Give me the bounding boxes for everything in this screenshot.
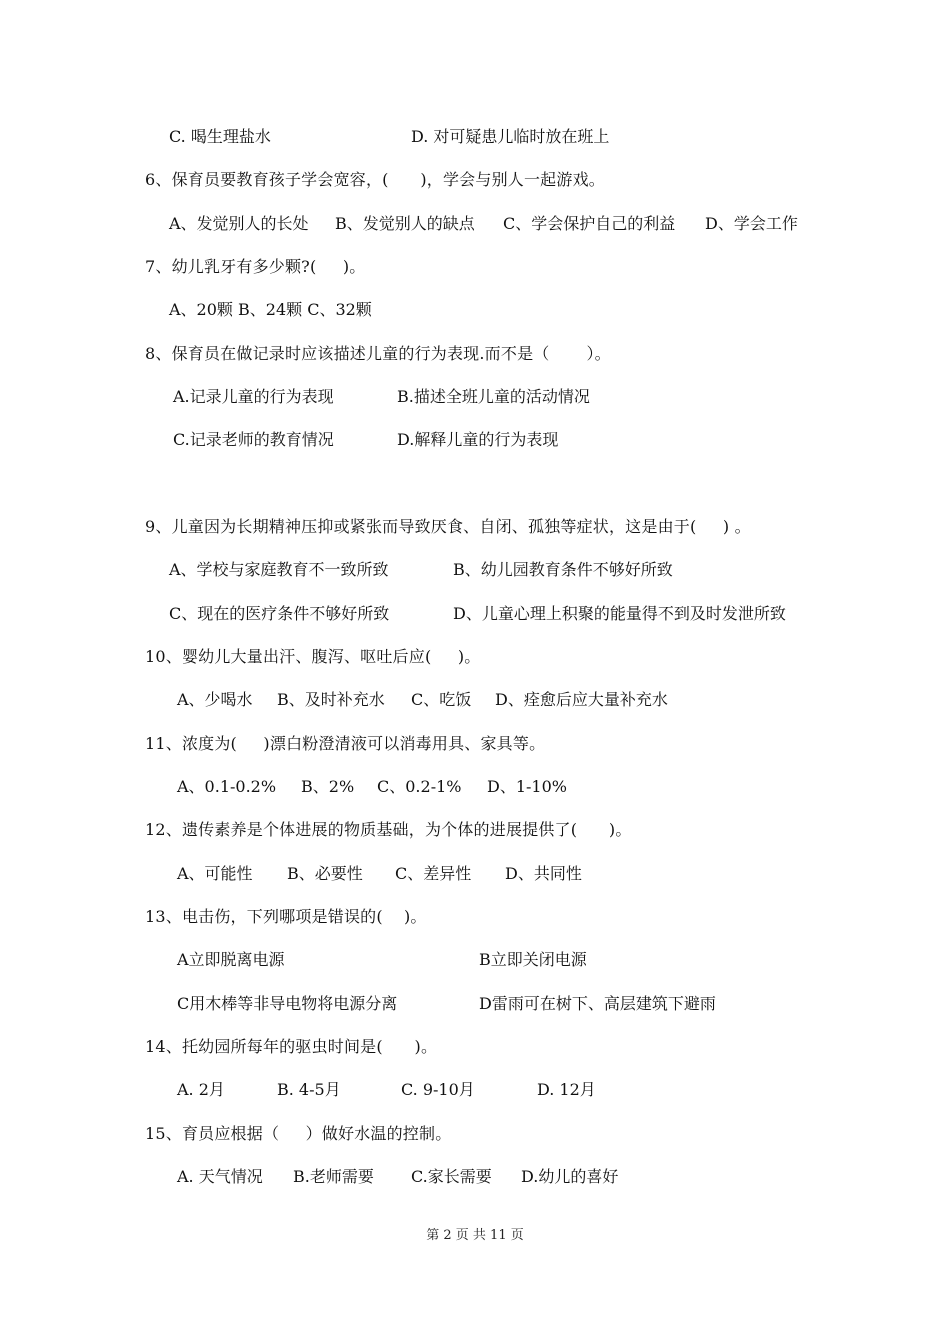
question-14-stem: 14、托幼园所每年的驱虫时间是( )。 — [145, 1037, 438, 1056]
option-10d: D、痊愈后应大量补充水 — [495, 690, 668, 709]
option-12c: C、差异性 — [395, 864, 472, 883]
option-10c: C、吃饭 — [411, 690, 472, 709]
option-7-abc: A、20颗 B、24颗 C、32颗 — [169, 300, 372, 319]
option-12d: D、共同性 — [505, 864, 582, 883]
question-13-stem: 13、电击伤，下列哪项是错误的( )。 — [145, 907, 427, 926]
option-13c: C用木棒等非导电物将电源分离 — [177, 994, 398, 1013]
option-8c: C.记录老师的教育情况 — [173, 430, 334, 449]
option-12b: B、必要性 — [287, 864, 363, 883]
option-6d: D、学会工作 — [705, 214, 798, 233]
option-8a: A.记录儿童的行为表现 — [173, 387, 334, 406]
option-8d: D.解释儿童的行为表现 — [397, 430, 559, 449]
page-number-footer: 第 2 页 共 11 页 — [426, 1228, 524, 1243]
option-11b: B、2% — [301, 777, 355, 796]
option-14c: C. 9-10月 — [401, 1080, 475, 1099]
question-6-stem: 6、保育员要教育孩子学会宽容，( )，学会与别人一起游戏。 — [145, 170, 605, 189]
option-14d: D. 12月 — [537, 1080, 596, 1099]
question-8-stem: 8、保育员在做记录时应该描述儿童的行为表现.而不是（ ）。 — [145, 344, 611, 363]
option-11d: D、1-10% — [487, 777, 567, 796]
option-8b: B.描述全班儿童的活动情况 — [397, 387, 590, 406]
option-14b: B. 4-5月 — [277, 1080, 341, 1099]
option-10a: A、少喝水 — [177, 690, 253, 709]
option-11c: C、0.2-1% — [377, 777, 462, 796]
question-10-stem: 10、婴幼儿大量出汗、腹泻、呕吐后应( )。 — [145, 647, 481, 666]
option-15c: C.家长需要 — [411, 1167, 492, 1186]
option-6a: A、发觉别人的长处 — [169, 214, 309, 233]
question-12-stem: 12、遗传素养是个体进展的物质基础，为个体的进展提供了( )。 — [145, 820, 632, 839]
option-15b: B.老师需要 — [293, 1167, 374, 1186]
option-14a: A. 2月 — [177, 1080, 225, 1099]
option-6c: C、学会保护自己的利益 — [503, 214, 676, 233]
option-9d: D、儿童心理上积聚的能量得不到及时发泄所致 — [453, 604, 786, 623]
option-12a: A、可能性 — [177, 864, 253, 883]
option-13a: A立即脱离电源 — [177, 950, 285, 969]
question-15-stem: 15、育员应根据（ ）做好水温的控制。 — [145, 1124, 452, 1143]
option-15a: A. 天气情况 — [177, 1167, 263, 1186]
option-13d: D雷雨可在树下、高层建筑下避雨 — [479, 994, 716, 1013]
option-6b: B、发觉别人的缺点 — [335, 214, 475, 233]
option-15d: D.幼儿的喜好 — [521, 1167, 619, 1186]
option-11a: A、0.1-0.2% — [177, 777, 277, 796]
option-10b: B、及时补充水 — [277, 690, 385, 709]
option-5d: D. 对可疑患儿临时放在班上 — [411, 127, 610, 146]
option-9a: A、学校与家庭教育不一致所致 — [169, 560, 389, 579]
option-13b: B立即关闭电源 — [479, 950, 587, 969]
option-9b: B、幼儿园教育条件不够好所致 — [453, 560, 673, 579]
option-9c: C、现在的医疗条件不够好所致 — [169, 604, 390, 623]
question-7-stem: 7、幼儿乳牙有多少颗?( )。 — [145, 257, 366, 276]
question-9-stem: 9、儿童因为长期精神压抑或紧张而导致厌食、自闭、孤独等症状，这是由于( ) 。 — [145, 517, 751, 536]
option-5c: C. 喝生理盐水 — [169, 127, 271, 146]
question-11-stem: 11、浓度为( )漂白粉澄清液可以消毒用具、家具等。 — [145, 734, 546, 753]
